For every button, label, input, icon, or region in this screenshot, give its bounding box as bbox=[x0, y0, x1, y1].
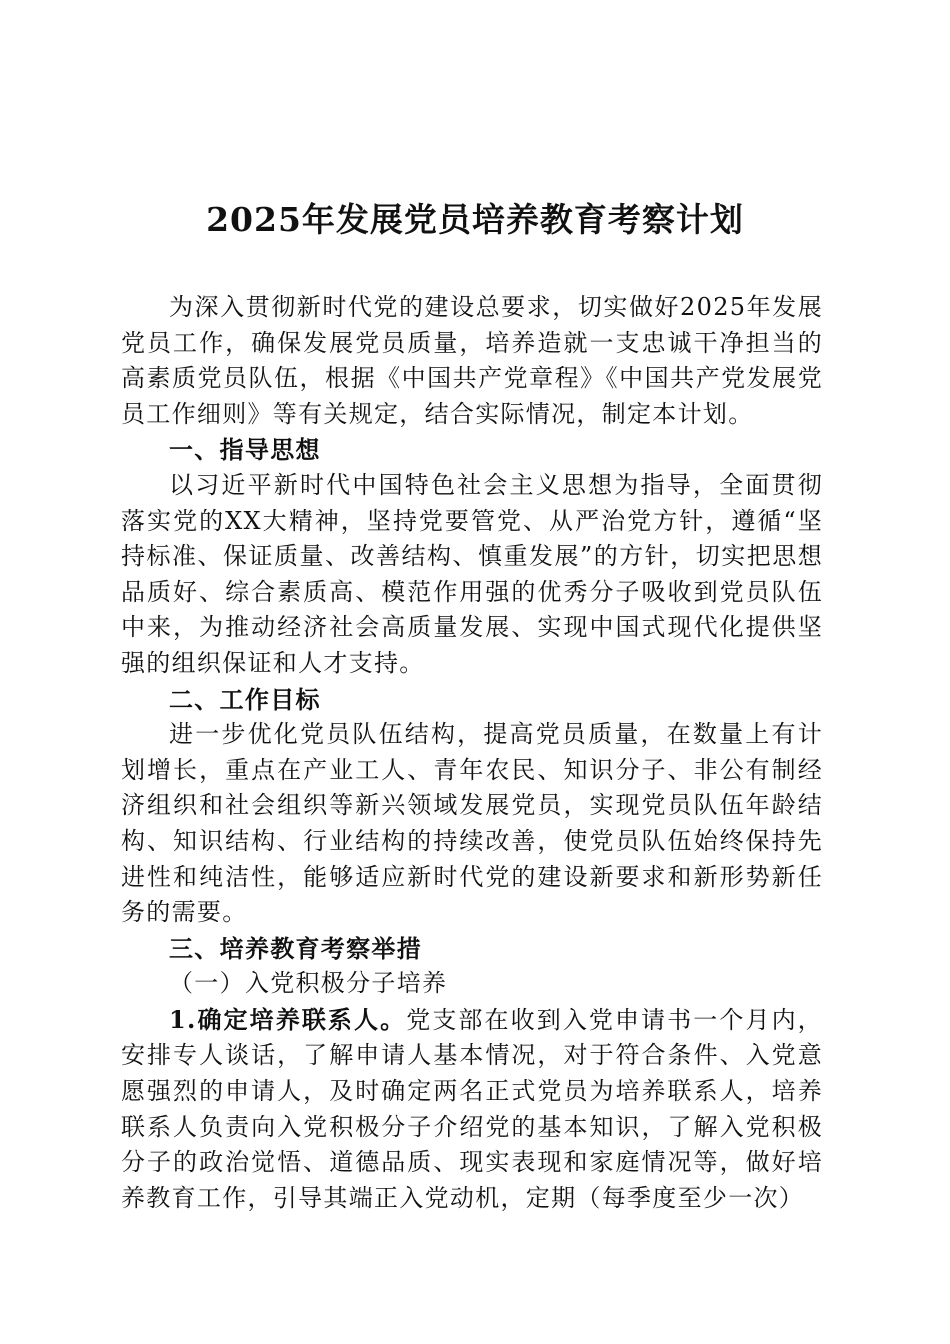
document-title: 2025年发展党员培养教育考察计划 bbox=[206, 200, 744, 239]
section-paragraph-work-goals: 进一步优化党员队伍结构，提高党员质量，在数量上有计划增长，重点在产业工人、青年农民、知识分子、非公有制经济组织和社会组织等新兴领域发展党员，实现党员队伍年龄结构、知识结构、行业结构的持续改善，使党员队伍始终保持先进性和纯洁性，能够适应新时代党的建设新要求和新形势新任务的需要。 bbox=[121, 720, 823, 927]
item-text-contact-person: 党支部在收到入党申请书一个月内，安排专人谈话，了解申请人基本情况，对于符合条件、入党意愿强烈的申请人，及时确定两名正式党员为培养联系人，培养联系人负责向入党积极分子介绍党的基本知识，了解入党积极分子的政治觉悟、道德品质、现实表现和家庭情况等，做好培养教育工作，引导其端正入党动机，定期（每季度至少一次） bbox=[121, 1005, 823, 1212]
intro-paragraph: 为深入贯彻新时代党的建设总要求，切实做好2025年发展党员工作，确保发展党员质量，培养造就一支忠诚干净担当的高素质党员队伍，根据《中国共产党章程》《中国共产党发展党员工作细则》等有关规定，结合实际情况，制定本计划。 bbox=[121, 293, 823, 428]
document-body bbox=[121, 290, 823, 1216]
section-heading-guiding-ideology: 一、指导思想 bbox=[169, 435, 321, 465]
section-heading-measures: 三、培养教育考察举措 bbox=[169, 933, 422, 963]
section-heading-work-goals: 二、工作目标 bbox=[169, 684, 321, 714]
item-lead-contact-person: 1.确定培养联系人。 bbox=[169, 1004, 407, 1034]
section-paragraph-guiding-ideology: 以习近平新时代中国特色社会主义思想为指导，全面贯彻落实党的XX大精神，坚持党要管党、从严治党方针，遵循“坚持标准、保证质量、改善结构、慎重发展”的方针，切实把思想品质好、综合素质高、模范作用强的优秀分子吸收到党员队伍中来，为推动经济社会高质量发展、实现中国式现代化提供坚强的组织保证和人才支持。 bbox=[121, 470, 823, 677]
item-paragraph-contact-person bbox=[121, 1002, 823, 1217]
subsection-heading-activist-training: （一）入党积极分子培养 bbox=[169, 969, 448, 998]
